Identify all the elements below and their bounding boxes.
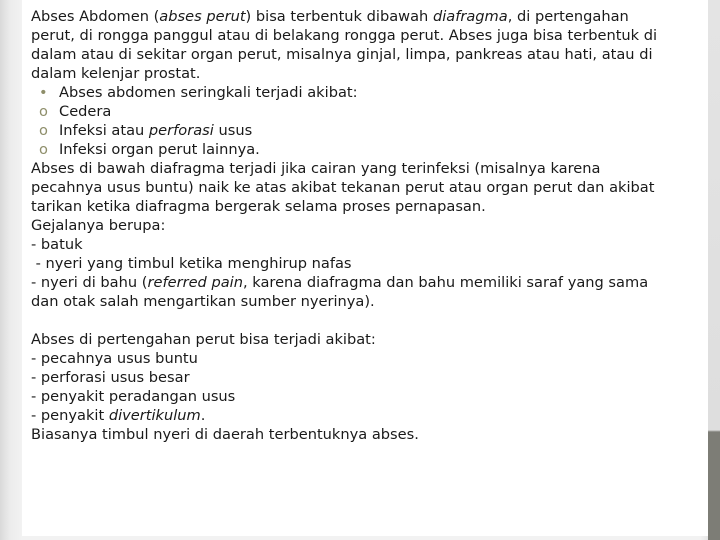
slide-text-body: [31, 7, 691, 444]
p3-line-5: [31, 406, 691, 425]
p2-line-4: Gejalanya berupa:: [31, 217, 166, 234]
text-run: diafragma: [432, 8, 508, 25]
sub-item-1: [31, 102, 691, 121]
sub-text-italic: perforasi: [148, 122, 214, 139]
p1-line-2: perut, di rongga panggul atau di belakang rongga perut. Abses juga bisa terbentuk di: [31, 27, 658, 44]
p2-line-6: - nyeri yang timbul ketika menghirup nafas: [31, 255, 352, 272]
sub-text: Infeksi atau: [59, 122, 149, 139]
p2-line-2: pecahnya usus buntu) naik ke atas akibat tekanan perut atau organ perut dan akibat: [31, 179, 655, 196]
sub-item-3: [31, 140, 691, 159]
circle-bullet-icon: o: [39, 122, 48, 139]
text-run: , karena diafragma dan bahu memiliki saraf yang sama: [242, 274, 649, 291]
p3-line-2: - pecahnya usus buntu: [31, 350, 198, 367]
text-run: Abses di bawah diafragma: [31, 160, 225, 177]
paragraph-gap: [31, 311, 691, 330]
p2-line-7: [31, 273, 691, 292]
p3-line-3: - perforasi usus besar: [31, 369, 190, 386]
text-run: - nyeri di bahu (: [31, 274, 148, 291]
text-run: .: [200, 407, 206, 424]
p3-line-6: Biasanya timbul nyeri di daerah terbentuknya abses.: [31, 426, 419, 443]
circle-bullet-icon: o: [39, 141, 48, 158]
bullet-dot-icon: •: [39, 84, 48, 101]
text-run: - penyakit: [31, 407, 109, 424]
text-run: abses perut: [159, 8, 246, 25]
p1-line-3: dalam atau di sekitar organ perut, misalnya ginjal, limpa, pankreas atau hati, atau di: [31, 46, 653, 63]
p3-line-1: [31, 330, 691, 349]
p2-line-5: - batuk: [31, 236, 83, 253]
p2-line-3: tarikan ketika diafragma bergerak selama proses pernapasan.: [31, 198, 486, 215]
p3-line-4: - penyakit peradangan usus: [31, 388, 236, 405]
sub-text: usus: [213, 122, 253, 139]
text-run: Abses di pertengahan perut: [31, 331, 235, 348]
text-run: divertikulum: [108, 407, 201, 424]
p1-line-4: dalam kelenjar prostat.: [31, 65, 201, 82]
circle-bullet-icon: o: [39, 103, 48, 120]
sub-text: Cedera: [59, 103, 112, 120]
text-run: , di pertengahan: [507, 8, 629, 25]
bullet-text: Abses abdomen seringkali terjadi akibat:: [59, 84, 358, 101]
p2-line-8: dan otak salah mengartikan sumber nyerinya).: [31, 293, 375, 310]
p1-line-1: [31, 7, 691, 26]
text-run: Abses Abdomen (: [31, 8, 160, 25]
slide-right-bar: [708, 0, 720, 540]
sub-item-2: [31, 121, 691, 140]
text-run: terjadi jika cairan yang terinfeksi (misalnya karena: [224, 160, 601, 177]
p2-line-1: [31, 159, 691, 178]
text-run: ) bisa terbentuk dibawah: [245, 8, 433, 25]
text-run: referred pain: [147, 274, 243, 291]
text-run: bisa terjadi akibat:: [234, 331, 376, 348]
sub-text: Infeksi organ perut lainnya.: [59, 141, 260, 158]
bullet-item: [31, 83, 691, 102]
